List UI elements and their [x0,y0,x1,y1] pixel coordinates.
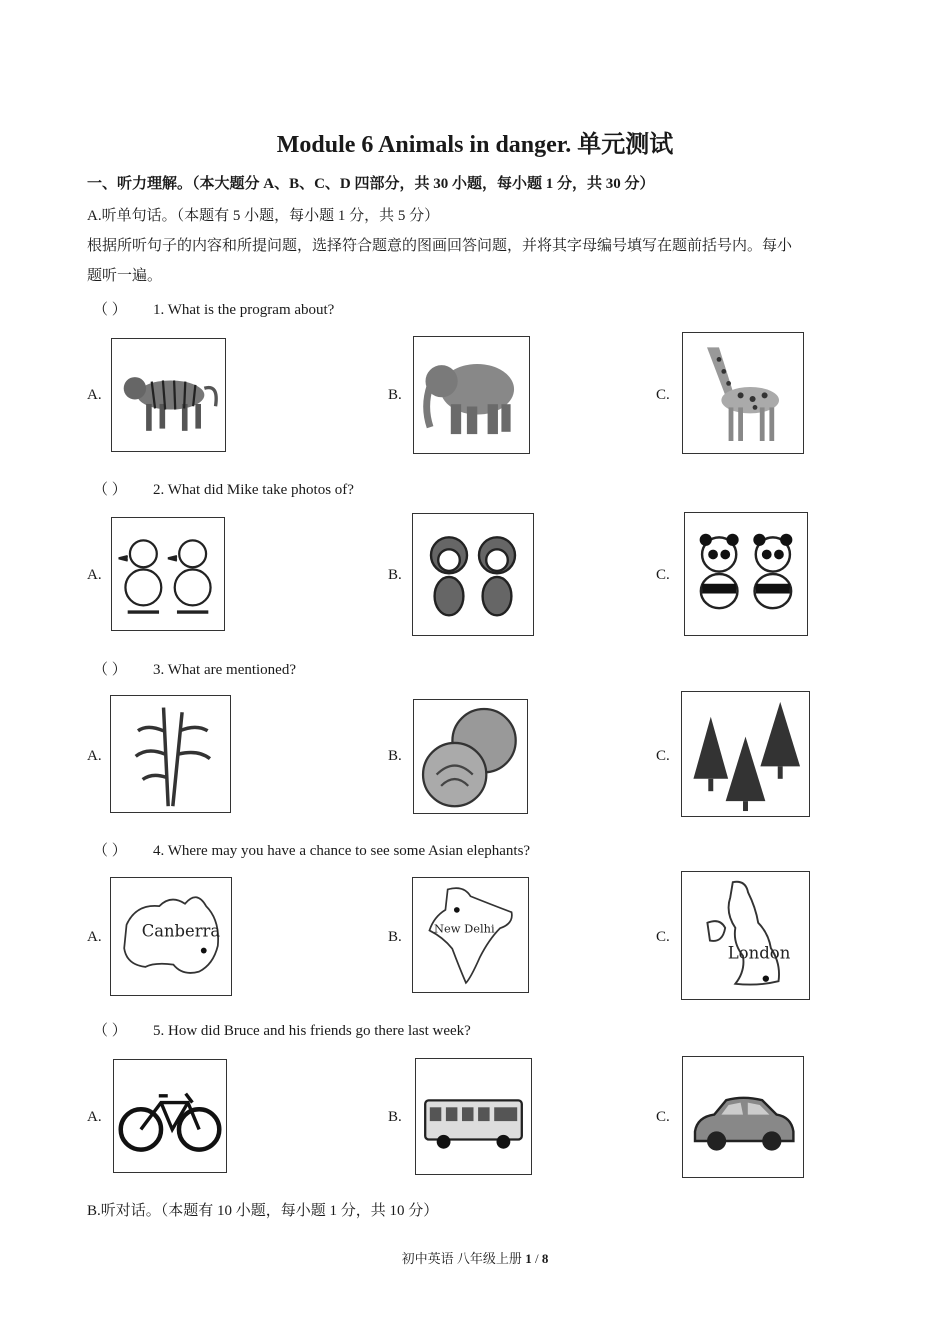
question-text: 4. Where may you have a chance to see some Asian elephants? [153,843,531,859]
page-number: 1 [525,1251,532,1266]
page-footer [0,1248,950,1267]
trees-picture [681,691,810,817]
option-label: B. [388,387,402,403]
option-label: A. [87,387,102,403]
part-a-heading: A.听单句话。（本题有 5 小题，每小题 1 分，共 5 分） [87,208,440,224]
australia-map-picture [110,877,232,996]
option-label: C. [656,929,670,945]
option-label: C. [656,748,670,764]
option-label: A. [87,567,102,583]
option-label: A. [87,1109,102,1125]
question-4 [93,839,530,860]
car-picture [682,1056,804,1178]
option-label: C. [656,567,670,583]
answer-bracket[interactable]: （ ） [93,843,127,859]
map-label: London [727,943,791,963]
map-label: Canberra [141,921,221,941]
page-total: 8 [541,1251,549,1266]
option-label: A. [87,748,102,764]
giraffe-picture [682,332,804,454]
option-label: B. [388,1109,402,1125]
question-text: 1. What is the program about? [153,302,335,318]
bicycle-picture [113,1059,227,1173]
page-title: Module 6 Animals in danger. 单元测试 [276,132,674,158]
option-label: B. [388,929,402,945]
part-b-heading: B.听对话。（本题有 10 小题，每小题 1 分，共 10 分） [87,1203,439,1219]
option-label: B. [388,567,402,583]
question-1 [93,298,334,319]
question-2 [93,478,354,499]
question-3 [93,658,296,679]
option-label: A. [87,929,102,945]
map-label: New Delhi [434,921,495,936]
option-label: B. [388,748,402,764]
part-a-instruction-2: 题听一遍。 [87,268,163,284]
uk-map-picture [681,871,810,1000]
page-separator: / [531,1251,542,1266]
option-label: C. [656,1109,670,1125]
option-label: C. [656,387,670,403]
pandas-picture [684,512,808,636]
bus-picture [415,1058,532,1175]
bamboo-picture [110,695,231,813]
answer-bracket[interactable]: （ ） [93,482,127,498]
coins-picture [413,699,528,814]
monkeys-picture [412,513,534,636]
india-map-picture [412,877,529,993]
answer-bracket[interactable]: （ ） [93,1023,127,1039]
answer-bracket[interactable]: （ ） [93,662,127,678]
question-text: 5. How did Bruce and his friends go there last week? [153,1023,471,1039]
question-text: 2. What did Mike take photos of? [153,482,354,498]
tiger-picture [111,338,226,452]
answer-bracket[interactable]: （ ） [93,302,127,318]
ducks-picture [111,517,225,631]
footer-text: 初中英语 八年级上册 [401,1251,526,1266]
elephant-picture [413,336,530,454]
part-a-instruction-1: 根据所听句子的内容和所提问题，选择符合题意的图画回答问题，并将其字母编号填写在题前括号内。每小 [87,238,793,254]
question-5 [93,1019,471,1040]
question-text: 3. What are mentioned? [153,662,296,678]
section-heading-listening: 一、听力理解。（本大题分 A、B、C、D 四部分，共 30 小题，每小题 1 分，共 30 分） [87,176,655,192]
